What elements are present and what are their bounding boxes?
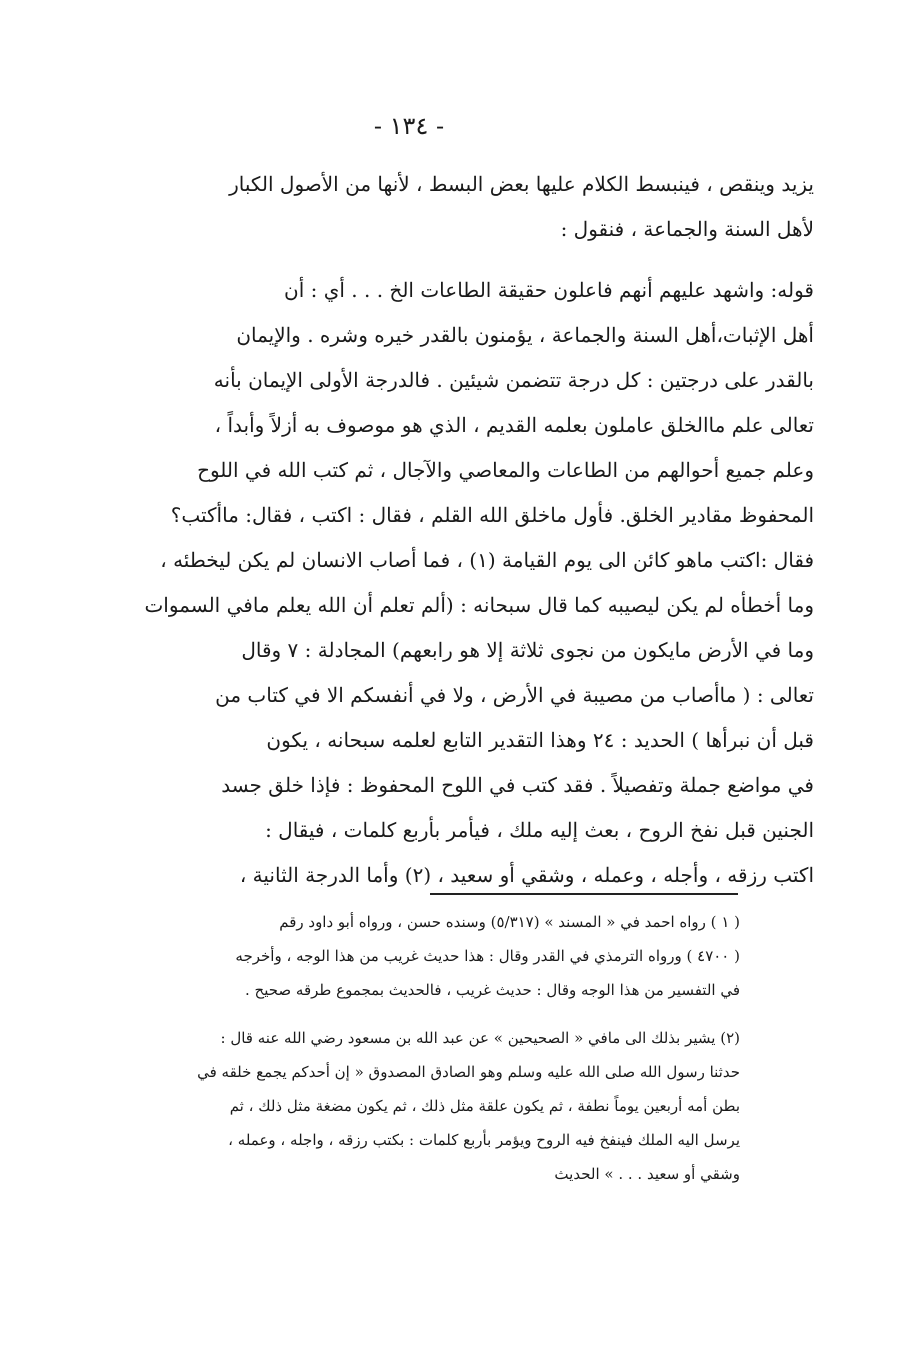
text-line: فقال :اكتب ماهو كائن الى يوم القيامة (١) ، فما أصاب الانسان لم يكن ليخطئه ، — [160, 548, 814, 572]
footnote-line: بطن أمه أربعين يوماً نطفة ، ثم يكون علقة مثل ذلك ، ثم يكون مضغة مثل ذلك ، ثم — [229, 1097, 740, 1115]
text-line: أهل الإثبات،أهل السنة والجماعة ، يؤمنون بالقدر خيره وشره . والإيمان — [236, 323, 814, 347]
footnote-gap — [100, 1007, 740, 1021]
text-line: لأهل السنة والجماعة ، فنقول : — [560, 217, 814, 241]
footnote-divider — [430, 893, 738, 895]
text-line: وما أخطأه لم يكن ليصيبه كما قال سبحانه : (ألم تعلم أن الله يعلم مافي السموات — [144, 593, 814, 617]
text-line: قبل أن نبرأها ) الحديد : ٢٤ وهذا التقدير التابع لعلمه سبحانه ، يكون — [266, 728, 814, 752]
footnotes — [100, 905, 740, 1191]
text-line: وما في الأرض مايكون من نجوى ثلاثة إلا هو رابعهم) المجادلة : ٧ وقال — [241, 638, 814, 662]
page-number: - ١٣٤ - — [373, 112, 445, 140]
text-line: تعالى علم ماالخلق عاملون بعلمه القديم ، الذي هو موصوف به أزلاً وأبداً ، — [214, 413, 814, 437]
text-line: وعلم جميع أحوالهم من الطاعات والمعاصي والآجال ، ثم كتب الله في اللوح — [197, 458, 814, 482]
footnote-line: ( ٤٧٠٠ ) ورواه الترمذي في القدر وقال : هذا حديث غريب من هذا الوجه ، وأخرجه — [235, 947, 740, 965]
text-line: في مواضع جملة وتفصيلاً . فقد كتب في اللوح المحفوظ : فإذا خلق جسد — [221, 773, 814, 797]
footnote-2 — [100, 1021, 740, 1191]
footnote-1 — [100, 905, 740, 1007]
footnote-line: حدثنا رسول الله صلى الله عليه وسلم وهو الصادق المصدوق « إن أحدكم يجمع خلقه في — [197, 1063, 740, 1081]
footnote-line: وشقي أو سعيد . . . » الحديث — [554, 1165, 740, 1183]
paragraph-gap — [104, 252, 814, 268]
text-line: قوله: واشهد عليهم أنهم فاعلون حقيقة الطاعات الخ . . . أي : أن — [284, 278, 814, 302]
text-line: يزيد وينقص ، فينبسط الكلام عليها بعض البسط ، لأنها من الأصول الكبار — [229, 172, 814, 196]
text-line: تعالى : ( ماأصاب من مصيبة في الأرض ، ولا في أنفسكم الا في كتاب من — [215, 683, 814, 707]
text-line: المحفوظ مقادير الخلق. فأول ماخلق الله القلم ، فقال : اكتب ، فقال: ماأكتب؟ — [170, 503, 814, 527]
text-line: اكتب رزقه ، وأجله ، وعمله ، وشقي أو سعيد ، (٢) وأما الدرجة الثانية ، — [239, 863, 814, 887]
text-line: الجنين قبل نفخ الروح ، بعث إليه ملك ، فيأمر بأربع كلمات ، فيقال : — [265, 818, 814, 842]
paragraph-intro — [104, 162, 814, 252]
main-text — [104, 162, 814, 898]
text-line: بالقدر على درجتين : كل درجة تتضمن شيئين . فالدرجة الأولى الإيمان بأنه — [213, 368, 814, 392]
footnote-line: يرسل اليه الملك فينفخ فيه الروح ويؤمر بأربع كلمات : بكتب رزقه ، واجله ، وعمله ، — [228, 1131, 740, 1149]
footnote-line: في التفسير من هذا الوجه وقال : حديث غريب ، فالحديث بمجموع طرقه صحيح . — [244, 981, 740, 999]
paragraph-commentary — [104, 268, 814, 898]
footnote-line: ( ١ ) رواه احمد في « المسند » (٥/٣١٧) وسنده حسن ، ورواه أبو داود رقم — [279, 913, 740, 931]
footnote-line: (٢) يشير بذلك الى مافي « الصحيحين » عن عبد الله بن مسعود رضي الله عنه قال : — [220, 1029, 740, 1047]
